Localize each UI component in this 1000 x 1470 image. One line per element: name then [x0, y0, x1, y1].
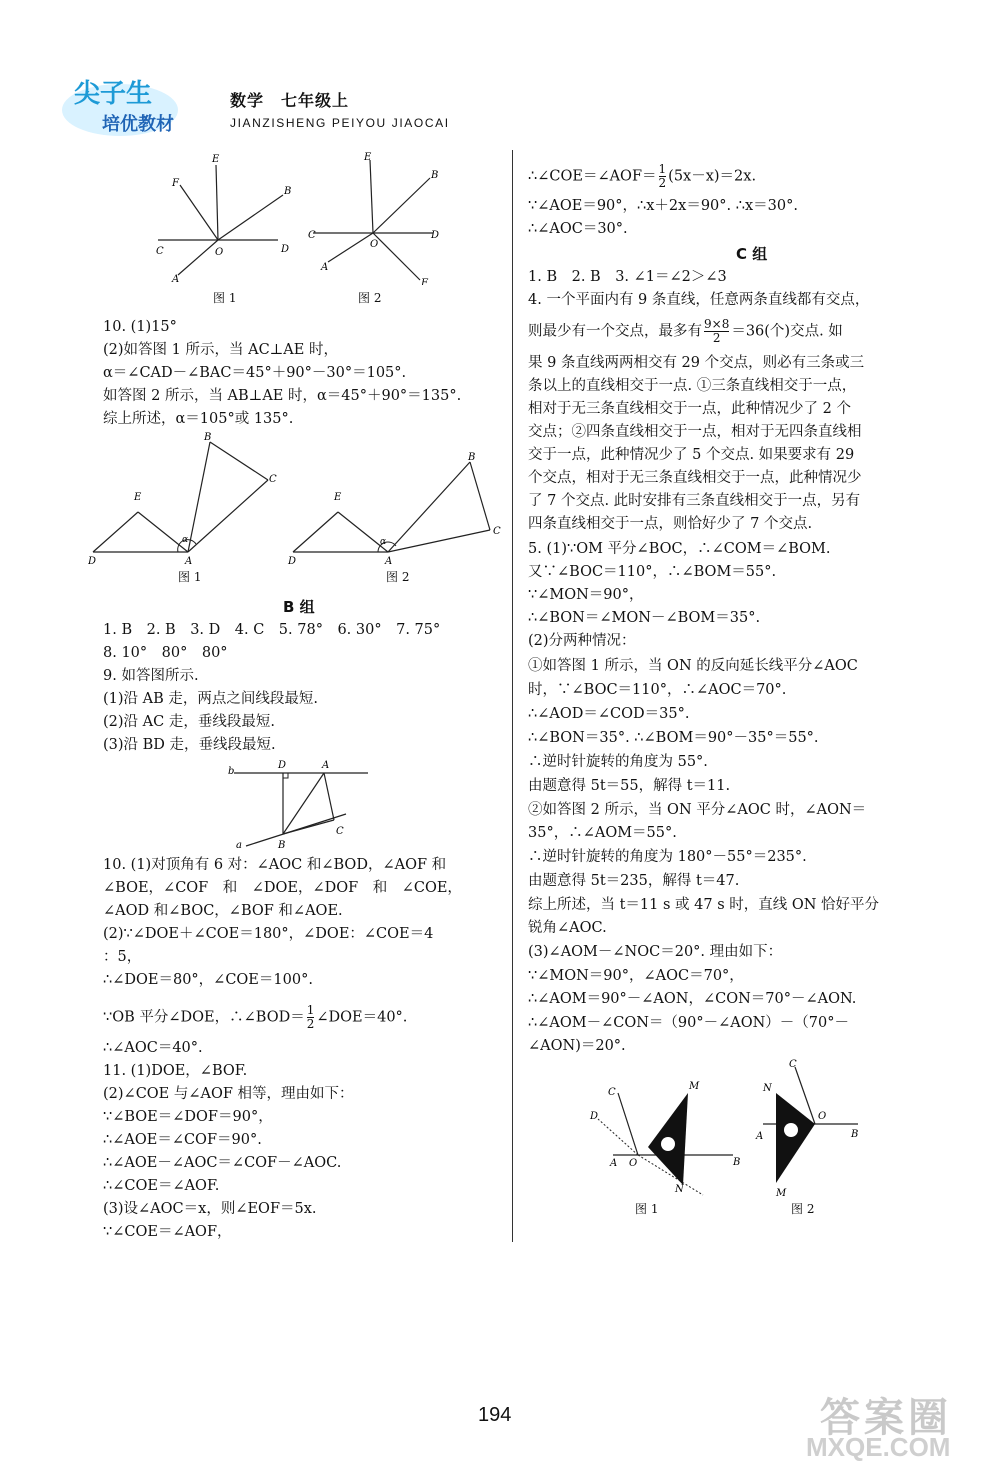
- c-4-7: 交于一点，此种情况少了 5 个交点. 如果要求有 29: [528, 447, 855, 463]
- svg-text:α: α: [380, 537, 387, 547]
- ans-10-3: α＝∠CAD－∠BAC＝45°＋90°－30°＝105°.: [103, 365, 407, 381]
- c-5-7: 时，∵∠BOC＝110°，∴∠AOC＝70°.: [528, 682, 787, 698]
- svg-text:A: A: [385, 556, 393, 567]
- b-11-7: (3)设∠AOC＝x，则∠EOF＝5x.: [103, 1201, 317, 1217]
- fig-bottom-caption-2: 图 2: [791, 1202, 815, 1216]
- svg-text:O: O: [215, 247, 224, 258]
- fraction-half-r: $\frac{1}{2}$: [658, 162, 667, 190]
- column-divider: [512, 150, 513, 1242]
- c-5-22: ∠AON)＝20°.: [528, 1038, 626, 1054]
- svg-text:B: B: [284, 186, 292, 197]
- b-10-8: ∴∠AOC＝40°.: [103, 1040, 203, 1056]
- b-9-2: (2)沿 AC 走，垂线段最短.: [103, 714, 275, 730]
- r-line-3: ∴∠AOC＝30°.: [528, 221, 628, 237]
- svg-text:F: F: [421, 278, 428, 285]
- b-10-7: [103, 1004, 407, 1031]
- svg-text:A: A: [172, 274, 180, 285]
- c-answers-1: 1. B 2. B 3. ∠1＝∠2＞∠3: [528, 269, 727, 285]
- b-9-1: (1)沿 AB 走，两点之间线段最短.: [103, 691, 318, 707]
- svg-text:O: O: [629, 1158, 638, 1169]
- svg-text:N: N: [675, 1184, 684, 1195]
- svg-text:B: B: [278, 840, 286, 851]
- svg-text:F: F: [172, 178, 179, 189]
- b-11-3: ∵∠BOE＝∠DOF＝90°，: [103, 1109, 273, 1125]
- c-4-3: 果 9 条直线两两相交有 29 个交点，则必有三条或三: [528, 355, 865, 371]
- b-10-5: ：5，: [103, 949, 142, 965]
- svg-text:B: B: [468, 452, 476, 463]
- svg-text:a: a: [236, 840, 242, 851]
- logo-line2: 培优教材: [102, 114, 174, 135]
- b-10-2: ∠BOE，∠COF 和 ∠DOE，∠DOF 和 ∠COE，: [103, 880, 462, 896]
- svg-text:B: B: [204, 432, 212, 443]
- r-line-2: ∵∠AOE＝90°，∴x＋2x＝90°. ∴x＝30°.: [528, 198, 798, 214]
- c-4-5: 相对于无三条直线相交于一点，此种情况少了 2 个: [528, 401, 851, 417]
- fig-bottom-caption-1: 图 1: [635, 1202, 659, 1216]
- page-number: 194: [478, 1404, 512, 1426]
- c-4-8: 个交点，相对于无三条直线相交于一点，此种情况少: [528, 470, 862, 486]
- svg-text:M: M: [689, 1081, 700, 1092]
- svg-text:C: C: [493, 526, 501, 537]
- b-10-1: 10. (1)对顶角有 6 对：∠AOC 和∠BOD，∠AOF 和: [103, 857, 447, 873]
- svg-text:D: D: [431, 230, 440, 241]
- svg-text:B: B: [733, 1157, 741, 1168]
- svg-text:C: C: [608, 1087, 616, 1098]
- c-5-14: ∴逆时针旋转的角度为 180°－55°＝235°.: [528, 849, 807, 865]
- c-5-21: ∴∠AOM－∠CON＝（90°－∠AON）－（70°－: [528, 1015, 849, 1031]
- c-5-3: ∵∠MON＝90°，: [528, 587, 644, 603]
- c-5-8: ∴∠AOD＝∠COD＝35°.: [528, 706, 690, 722]
- svg-text:O: O: [818, 1111, 827, 1122]
- svg-text:C: C: [336, 826, 344, 837]
- figure-triangle-pair: [88, 430, 508, 570]
- c-5-1: 5. (1)∵OM 平分∠BOC，∴∠COM＝∠BOM.: [528, 541, 831, 557]
- b-11-2: (2)∠COE 与∠AOF 相等，理由如下：: [103, 1086, 354, 1102]
- figure-top-left-pair: [148, 150, 468, 285]
- b-10-7-a: ∵OB 平分∠DOE，∴∠BOD＝: [103, 1009, 305, 1026]
- ans-10-2: (2)如答图 1 所示，当 AC⊥AE 时，: [103, 342, 338, 358]
- b-11-1: 11. (1)DOE，∠BOF.: [103, 1063, 248, 1079]
- watermark-url: MXQE.COM: [806, 1432, 951, 1462]
- svg-text:D: D: [590, 1111, 599, 1122]
- c-5-10: ∴逆时针旋转的角度为 55°.: [528, 754, 708, 770]
- svg-text:B: B: [431, 170, 439, 181]
- c-4-2: 则最少有一个交点，最多有 $\frac{9\times 8}{2}$ ＝36(个)交点. 如: [528, 317, 843, 345]
- fig-mid-caption-2: 图 2: [386, 570, 410, 584]
- b-11-8: ∵∠COE＝∠AOF，: [103, 1224, 232, 1240]
- c-5-5: (2)分两种情况：: [528, 633, 636, 649]
- c-5-4: ∴∠BON＝∠MON－∠BOM＝35°.: [528, 610, 761, 626]
- svg-text:D: D: [88, 556, 97, 567]
- c-4-1: 4. 一个平面内有 9 条直线，任意两条直线都有交点，: [528, 292, 870, 308]
- svg-text:B: B: [851, 1129, 859, 1140]
- svg-text:E: E: [364, 152, 372, 163]
- ans-10-1: 10. (1)15°: [103, 319, 177, 335]
- c-4-4: 条以上的直线相交于一点. ①三条直线相交于一点，: [528, 378, 857, 394]
- figure-triangle-ruler-pair: [583, 1055, 928, 1200]
- c-5-2: 又∵∠BOC＝110°，∴∠BOM＝55°.: [528, 564, 777, 580]
- c-4-9: 了 7 个交点. 此时安排有三条直线相交于一点，另有: [528, 493, 861, 509]
- svg-text:D: D: [281, 244, 290, 255]
- svg-text:E: E: [134, 492, 142, 503]
- c-5-12: ②如答图 2 所示，当 ON 平分∠AOC 时，∠AON＝: [528, 802, 867, 818]
- group-c-heading: C 组: [736, 245, 768, 263]
- b-10-6: ∴∠DOE＝80°，∠COE＝100°.: [103, 972, 313, 988]
- svg-text:A: A: [322, 760, 330, 771]
- b-answers-1: 1. B 2. B 3. D 4. C 5. 78° 6. 30° 7. 75°: [103, 622, 441, 638]
- figure-path-diagram: [226, 754, 376, 852]
- fig-top-caption-2: 图 2: [358, 291, 382, 305]
- svg-text:D: D: [288, 556, 297, 567]
- c-5-17: 锐角∠AOC.: [528, 920, 607, 936]
- svg-text:M: M: [776, 1188, 787, 1199]
- b-10-3: ∠AOD 和∠BOC，∠BOF 和∠AOE.: [103, 903, 343, 919]
- svg-text:N: N: [763, 1083, 772, 1094]
- svg-text:b: b: [228, 766, 235, 777]
- b-11-6: ∴∠COE＝∠AOF.: [103, 1178, 220, 1194]
- c-5-6: ①如答图 1 所示，当 ON 的反向延长线平分∠AOC: [528, 658, 858, 674]
- watermark-logo: 答案圈: [820, 1395, 952, 1441]
- c-5-11: 由题意得 5t＝55，解得 t＝11.: [528, 778, 731, 794]
- r-line-1: [528, 163, 756, 190]
- r-line-1-a: ∴∠COE＝∠AOF＝: [528, 168, 657, 185]
- fig-top-caption-1: 图 1: [213, 291, 237, 305]
- group-b-heading: B 组: [283, 598, 315, 616]
- c-4-10: 四条直线相交于一点，则恰好少了 7 个交点.: [528, 516, 813, 532]
- svg-text:O: O: [370, 239, 379, 250]
- c-5-9: ∴∠BON＝35°. ∴∠BOM＝90°－35°＝55°.: [528, 730, 819, 746]
- c-5-18: (3)∠AOM－∠NOC＝20°. 理由如下：: [528, 944, 783, 960]
- svg-text:α: α: [182, 535, 189, 545]
- svg-text:A: A: [321, 262, 329, 273]
- r-line-1-b: (5x－x)＝2x.: [668, 168, 757, 185]
- c-4-6: 交点；②四条直线相交于一点，相对于无四条直线相: [528, 424, 862, 440]
- logo-line1: 尖子生: [74, 79, 153, 109]
- svg-text:A: A: [756, 1131, 764, 1142]
- svg-text:E: E: [334, 492, 342, 503]
- c-5-19: ∵∠MON＝90°，∠AOC＝70°，: [528, 968, 744, 984]
- svg-text:A: A: [610, 1158, 618, 1169]
- svg-text:C: C: [308, 230, 316, 241]
- svg-text:C: C: [156, 246, 164, 257]
- c-5-15: 由题意得 5t＝235，解得 t＝47.: [528, 873, 740, 889]
- b-answers-2: 8. 10° 80° 80°: [103, 645, 228, 661]
- b-9-intro: 9. 如答图所示.: [103, 668, 199, 684]
- b-9-3: (3)沿 BD 走，垂线段最短.: [103, 737, 276, 753]
- svg-text:C: C: [269, 474, 277, 485]
- c-5-13: 35°，∴∠AOM＝55°.: [528, 825, 677, 841]
- ans-10-5: 综上所述，α＝105°或 135°.: [103, 411, 294, 427]
- b-10-7-b: ∠DOE＝40°.: [316, 1009, 408, 1026]
- ans-10-4: 如答图 2 所示，当 AB⊥AE 时，α＝45°＋90°＝135°.: [103, 388, 462, 404]
- c-5-20: ∴∠AOM＝90°－∠AON，∠CON＝70°－∠AON.: [528, 991, 857, 1007]
- c-5-16: 综上所述，当 t＝11 s 或 47 s 时，直线 ON 恰好平分: [528, 897, 880, 913]
- svg-text:E: E: [212, 154, 220, 165]
- svg-text:A: A: [185, 556, 193, 567]
- fraction-half: $\frac{1}{2}$: [306, 1003, 315, 1031]
- publisher-logo: [60, 72, 218, 138]
- book-title: 数学 七年级上: [230, 91, 350, 110]
- svg-text:D: D: [278, 760, 287, 771]
- fig-mid-caption-1: 图 1: [178, 570, 202, 584]
- b-11-4: ∴∠AOE＝∠COF＝90°.: [103, 1132, 262, 1148]
- b-10-4: (2)∵∠DOE＋∠COE＝180°，∠DOE：∠COE＝4: [103, 926, 434, 942]
- b-11-5: ∴∠AOE－∠AOC＝∠COF－∠AOC.: [103, 1155, 342, 1171]
- book-subtitle: JIANZISHENG PEIYOU JIAOCAI: [230, 116, 450, 130]
- fraction-9x8: $\frac{9\times 8}{2}$: [704, 317, 730, 345]
- svg-text:C: C: [789, 1059, 797, 1070]
